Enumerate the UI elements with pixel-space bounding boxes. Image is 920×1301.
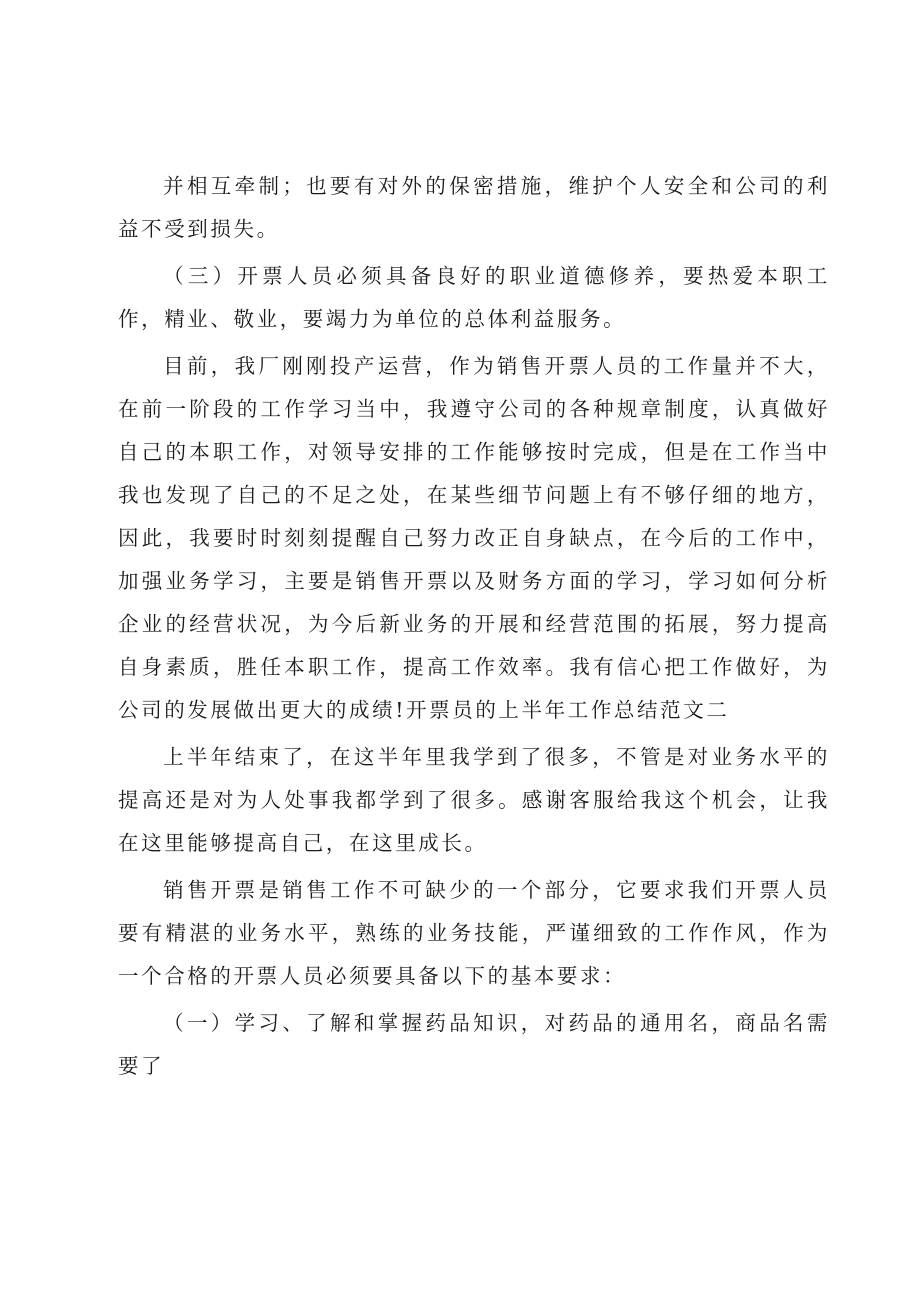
paragraph-basic-requirements: 销售开票是销售工作不可缺少的一个部分，它要求我们开票人员要有精湛的业务水平，熟练的业务技能，严谨细致的工作作风，作为一个合格的开票人员必须要具备以下的基本要求： [118,878,830,988]
paragraph-half-year-intro: 上半年结束了，在这半年里我学到了很多，不管是对业务水平的提高还是对为人处事我都学到了很多。感谢客服给我这个机会，让我在这里能够提高自己，在这里成长。 [118,745,830,855]
paragraph-ethics-requirement: （三）开票人员必须具备良好的职业道德修养，要热爱本职工作，精业、敬业，要竭力为单位的总体利益服务。 [118,264,830,331]
paragraph-confidentiality: 并相互牵制；也要有对外的保密措施，维护个人安全和公司的利益不受到损失。 [118,174,830,241]
paragraph-drug-knowledge: （一）学习、了解和掌握药品知识，对药品的通用名，商品名需要了 [118,1011,830,1078]
document-body [118,165,830,1092]
paragraph-work-summary: 目前，我厂刚刚投产运营，作为销售开票人员的工作量并不大，在前一阶段的工作学习当中，我遵守公司的各种规章制度，认真做好自己的本职工作，对领导安排的工作能够按时完成，但是在工作当中我也发现了自己的不足之处，在某些细节问题上有不够仔细的地方，因此，我要时时刻刻提醒自己努力改正自身缺点，在今后的工作中，加强业务学习，主要是销售开票以及财务方面的学习，学习如何分析企业的经营状况，为今后新业务的开展和经营范围的拓展，努力提高自身素质，胜任本职工作，提高工作效率。我有信心把工作做好，为公司的发展做出更大的成绩!开票员的上半年工作总结范文二 [118,354,830,722]
